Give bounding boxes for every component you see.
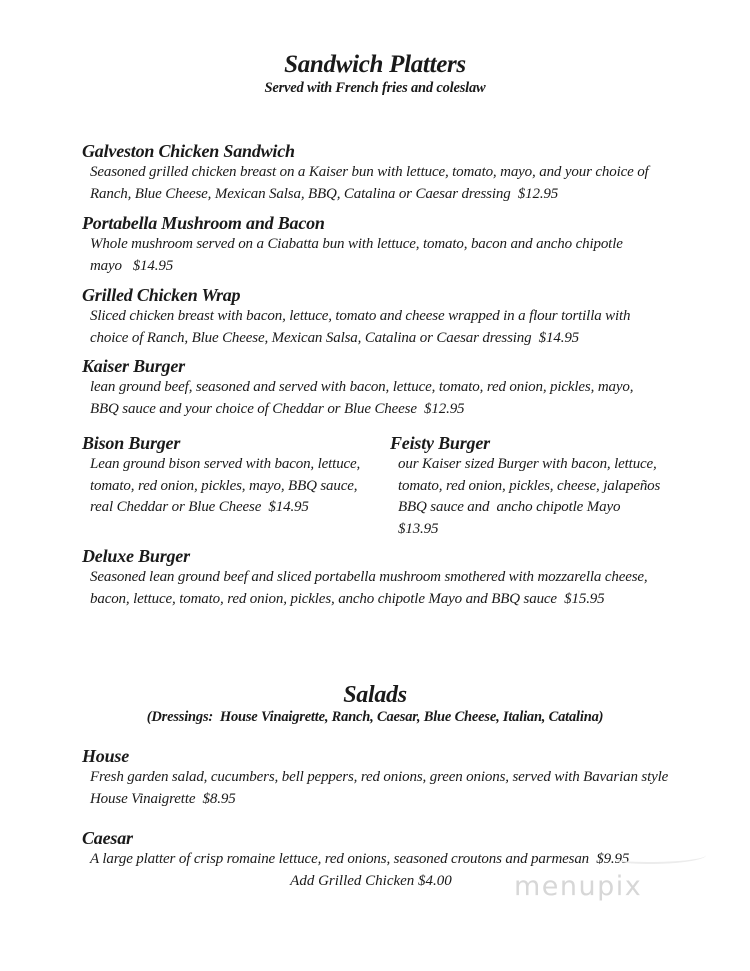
section-title-salads: Salads — [343, 682, 407, 708]
salads-content — [0, 745, 750, 892]
item-description-line: Whole mushroom served on a Ciabatta bun with lettuce, tomato, bacon and ancho chipotle — [90, 236, 623, 252]
item-description-line: Ranch, Blue Cheese, Mexican Salsa, BBQ, Catalina or Caesar dressing $12.95 — [90, 185, 559, 202]
item-name: Kaiser Burger — [82, 356, 185, 376]
menu-item-kaiser-burger — [82, 355, 700, 420]
item-description-line: real Cheddar or Blue Cheese $14.95 — [90, 499, 309, 515]
item-description-line: Sliced chicken breast with bacon, lettuce, tomato and cheese wrapped in a flour tortilla with — [90, 308, 631, 324]
menupix-watermark: menupix — [514, 871, 643, 902]
item-description-line: A large platter of crisp romaine lettuce, red onions, seasoned croutons and parmesan $9.95 — [90, 851, 630, 867]
addon-grilled-chicken: Add Grilled Chicken $4.00 — [290, 872, 452, 889]
item-name: Feisty Burger — [390, 433, 490, 453]
item-description-line: mayo $14.95 — [90, 257, 174, 274]
menu-item-deluxe-burger — [82, 545, 700, 610]
salads-header — [0, 682, 750, 726]
item-name: Grilled Chicken Wrap — [82, 285, 241, 305]
item-description-line: our Kaiser sized Burger with bacon, lettuce, — [398, 456, 657, 472]
item-price-line: $13.95 — [398, 520, 439, 537]
item-description-line: lean ground beef, seasoned and served with bacon, lettuce, tomato, red onion, pickles, mayo, — [90, 379, 634, 395]
item-name: Galveston Chicken Sandwich — [82, 141, 295, 161]
item-description-line: tomato, red onion, pickles, cheese, jalapeños — [398, 477, 661, 494]
section-title-sandwich-platters: Sandwich Platters — [284, 51, 466, 78]
menu-item-bison-burger — [82, 432, 390, 540]
item-name: Caesar — [82, 828, 133, 848]
item-description-line: House Vinaigrette $8.95 — [90, 790, 236, 807]
item-description-line: Fresh garden salad, cucumbers, bell peppers, red onions, green onions, served with Bavarian style — [90, 769, 669, 785]
item-description-line: Seasoned lean ground beef and sliced portabella mushroom smothered with mozzarella cheese, — [90, 569, 648, 585]
item-name: Deluxe Burger — [82, 546, 190, 566]
item-description-line: BBQ sauce and your choice of Cheddar or Blue Cheese $12.95 — [90, 400, 465, 417]
menu-item-grilled-chicken-wrap — [82, 284, 700, 349]
menu-item-house-salad — [82, 745, 700, 810]
item-description-line: Lean ground bison served with bacon, lettuce, — [90, 456, 361, 472]
menu-item-feisty-burger — [390, 432, 700, 540]
item-description-line: BBQ sauce and ancho chipotle Mayo — [398, 499, 621, 515]
item-description-line: bacon, lettuce, tomato, red onion, pickles, ancho chipotle Mayo and BBQ sauce $15.95 — [90, 590, 605, 607]
item-name: House — [82, 746, 130, 766]
menu-item-galveston-chicken-sandwich — [82, 140, 700, 205]
item-description-line: Seasoned grilled chicken breast on a Kaiser bun with lettuce, tomato, mayo, and your choice of — [90, 164, 649, 180]
item-name: Bison Burger — [82, 433, 181, 453]
item-description-line: choice of Ranch, Blue Cheese, Mexican Salsa, Catalina or Caesar dressing $14.95 — [90, 329, 580, 346]
item-name: Portabella Mushroom and Bacon — [82, 213, 325, 233]
menu-content — [0, 140, 750, 610]
section-subtitle-salads: (Dressings: House Vinaigrette, Ranch, Caesar, Blue Cheese, Italian, Catalina) — [146, 709, 604, 725]
two-column-burgers — [82, 432, 700, 540]
sandwich-platters-header — [0, 0, 750, 97]
item-description-line: tomato, red onion, pickles, mayo, BBQ sauce, — [90, 477, 358, 494]
section-subtitle-sandwich-platters: Served with French fries and coleslaw — [264, 80, 486, 96]
menu-item-portabella-mushroom-and-bacon — [82, 212, 700, 277]
